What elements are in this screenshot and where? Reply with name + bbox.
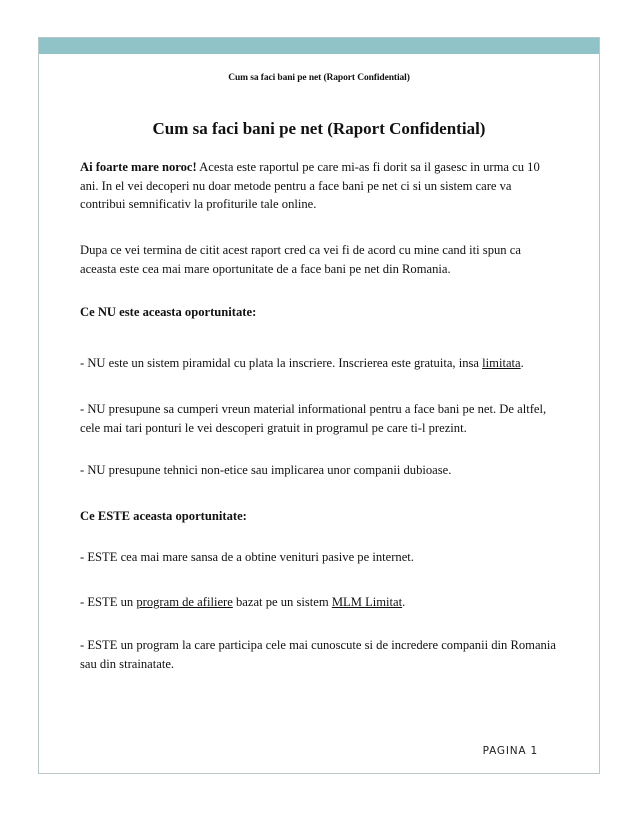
not-item-materials: - NU presupune sa cumperi vreun material informational pentru a face bani pe net. De altfel, cele mai tari ponturi le vei descoperi gratuit in programul pe care ti-l prezint. xyxy=(80,402,547,435)
is-item-affiliate-pre: - ESTE un xyxy=(80,595,137,609)
intro-paragraph xyxy=(80,158,560,214)
limitata-link[interactable]: limitata xyxy=(482,356,521,370)
heading-is-opportunity: Ce ESTE aceasta oportunitate: xyxy=(80,509,247,523)
is-item-affiliate-mid: bazat pe un sistem xyxy=(232,595,332,609)
is-item-passive-income: - ESTE cea mai mare sansa de a obtine venituri pasive pe internet. xyxy=(80,550,414,564)
document-page xyxy=(38,37,600,774)
heading-not-opportunity: Ce NU este aceasta oportunitate: xyxy=(80,305,257,319)
is-item-affiliate xyxy=(80,593,560,612)
not-item-pyramid xyxy=(80,354,560,373)
mlm-limitat-link[interactable]: MLM Limitat xyxy=(331,595,403,609)
paragraph-opportunity: Dupa ce vei termina de citit acest raport cred ca vei fi de acord cu mine cand iti spun ca aceasta este cea mai mare oportunitate de a face bani pe net din Romania. xyxy=(80,243,521,276)
header-band xyxy=(39,38,599,54)
document-title: Cum sa faci bani pe net (Raport Confidential) xyxy=(152,119,486,138)
intro-lead: Ai foarte mare noroc! xyxy=(80,160,197,174)
not-item-pyramid-text: - NU este un sistem piramidal cu plata la inscriere. Inscrierea este gratuita, insa xyxy=(80,356,483,370)
not-item-ethics: - NU presupune tehnici non-etice sau implicarea unor companii dubioase. xyxy=(80,463,452,477)
page-number: PAGINA 1 xyxy=(482,745,538,757)
affiliate-program-link[interactable]: program de afiliere xyxy=(136,595,233,609)
running-header: Cum sa faci bani pe net (Raport Confidential) xyxy=(228,73,410,83)
is-item-affiliate-end: . xyxy=(402,595,406,609)
is-item-companies: - ESTE un program la care participa cele mai cunoscute si de incredere companii din Romania sau din strainatate. xyxy=(80,638,556,671)
not-item-pyramid-end: . xyxy=(520,356,524,370)
intro-text: Acesta este raportul pe care mi-as fi dorit sa il gasesc in urma cu 10 ani. In el vei decoperi nu doar metode pentru a face bani pe net ci si un sistem care va contribui semnificativ la profiturile tale online. xyxy=(80,160,540,211)
